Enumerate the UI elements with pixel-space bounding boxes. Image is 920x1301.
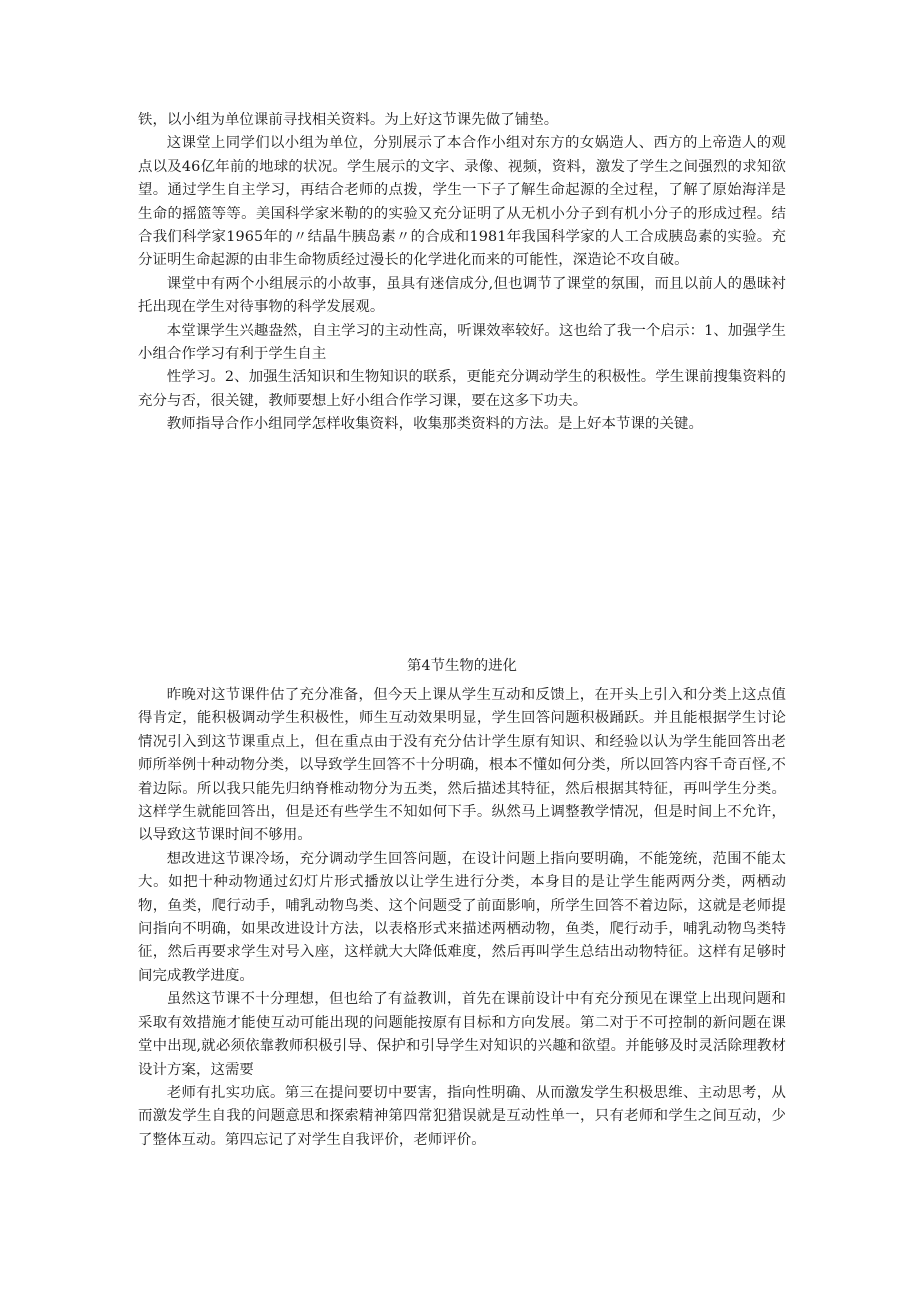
reflection-section-2 bbox=[138, 655, 786, 1152]
paragraph-improvement: 想改进这节课冷场，充分调动学生回答问题，在设计问题上指向要明确，不能笼统，范围不能太大。如把十种动物通过幻灯片形式播放以让学生进行分类，本身目的是让学生能两两分类，两栖动物，鱼类，爬行动手，哺乳动物鸟类、这个问题受了前面影响，所学生回答不着边际，这就是老师提问指向不明确，如果改进设计方法，以表格形式来描述两栖动物，鱼类，爬行动手，哺乳动物鸟类特征，然后再要求学生对号入座，这样就大大降低难度，然后再叫学生总结出动物特征。这样有足够时间完成教学进度。 bbox=[138, 850, 786, 984]
paragraph-teacher-skills: 老师有扎实功底。第三在提问要切中要害，指向性明确、从而激发学生积极思维、主动思考，从而激发学生自我的问题意思和探索精神第四常犯猎误就是互动性单一，只有老师和学生之间互动，少了整体互动。第四忘记了对学生自我评价，老师评价。 bbox=[138, 1084, 786, 1148]
paragraph-key-point: 教师指导合作小组同学怎样收集资料，收集那类资料的方法。是上好本节课的关键。 bbox=[166, 416, 703, 433]
document-page bbox=[138, 0, 786, 1301]
paragraph-inspiration-cont: 性学习。2、加强生活知识和生物知识的联系，更能充分调动学生的积极性。学生课前搜集资料的充分与否，很关键，教师要想上好小组合作学习课，要在这多下功夫。 bbox=[138, 369, 786, 409]
paragraph-classroom-groups: 这课堂上同学们以小组为单位，分别展示了本合作小组对东方的女娲造人、西方的上帝造人的观点以及46亿年前的地球的状况。学生展示的文字、录像、视频，资料，激发了学生之间强烈的求知欲望。通过学生自主学习，再结合老师的点拨，学生一下子了解生命起源的全过程，了解了原始海洋是生命的摇篮等等。美国科学家米勒的的实验又充分证明了从无机小分子到有机小分子的形成过程。结合我们科学家1965年的〃结晶牛胰岛素〃的合成和1981年我国科学家的人工合成胰岛素的实验。充分证明生命起源的由非生命物质经过漫长的化学进化而来的可能性，深造论不攻自破。 bbox=[138, 135, 786, 269]
paragraph-continuation: 铁，以小组为单位课前寻找相关资料。为上好这节课先做了铺垫。 bbox=[138, 112, 559, 128]
paragraph-group-stories: 课堂中有两个小组展示的小故事，虽具有迷信成分,但也调节了课堂的氛围，而且以前人的愚昧衬托出现在学生对待事物的科学发展观。 bbox=[138, 275, 786, 316]
paragraph-preparation: 昨晚对这节课件估了充分准备，但今天上课从学生互动和反馈上，在开头上引入和分类上这点值得肯定，能积极调动学生积极性，师生互动效果明显，学生回答问题积极踊跃。并且能根据学生讨论情况引入到这节课重点上，但在重点由于没有充分估计学生原有知识、和经验以认为学生能回答出老师所举例十种动物分类，以导致学生回答不十分明确，根本不懂如何分类，所以回答内容千奇百怪,不着边际。所以我只能先归纳脊椎动物分为五类，然后描述其特征，然后根据其特征，再叫学生分类。这样学生就能回答出，但是还有些学生不知如何下手。纵然马上调整教学情况，但是时间上不允许，以导致这节课时间不够用。 bbox=[138, 687, 786, 844]
section-heading: 第4节生物的进化 bbox=[407, 658, 517, 674]
paragraph-lessons: 虽然这节课不十分理想，但也给了有益教训，首先在课前设计中有充分预见在课堂上出现问题和采取有效措施才能使互动可能出现的问题能按原有目标和方向发展。第二对于不可控制的新问题在课堂中出现,就必须依靠教师积极引导、保护和引导学生对知识的兴趣和欲望。并能够及时灵活除理教材设计方案，这需要 bbox=[138, 991, 786, 1078]
paragraph-inspiration: 本堂课学生兴趣盎然，自主学习的主动性高，听课效率较好。这也给了我一个启示：1、加强学生小组合作学习有利于学生自主 bbox=[138, 322, 786, 363]
reflection-section-1 bbox=[138, 109, 786, 437]
